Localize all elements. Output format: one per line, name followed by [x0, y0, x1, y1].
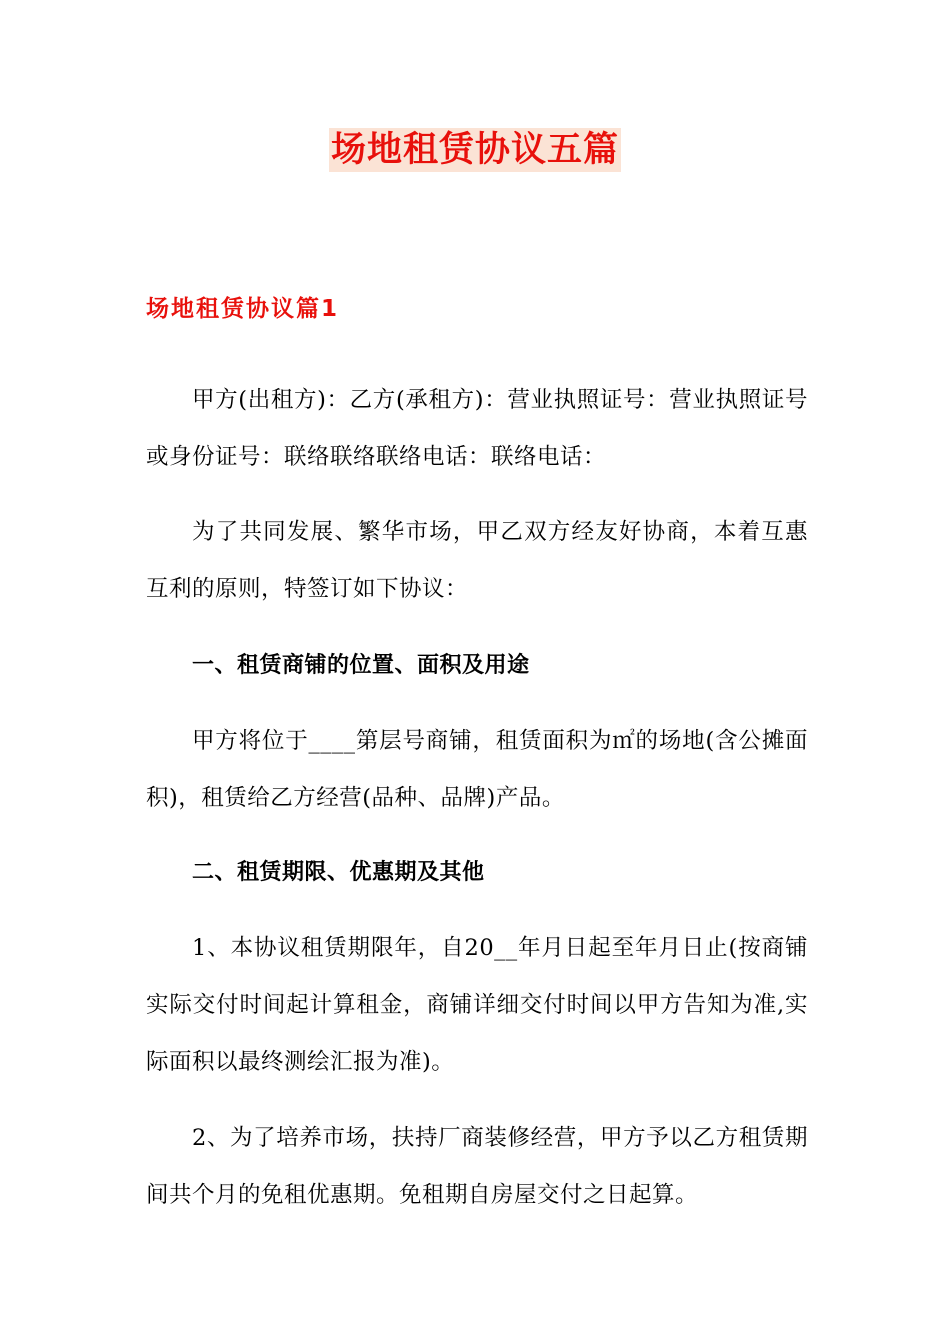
paragraph-intro: 为了共同发展、繁华市场，甲乙双方经友好协商，本着互惠互利的原则，特签订如下协议： [146, 519, 808, 602]
paragraph-location: 甲方将位于____第层号商铺，租赁面积为㎡的场地(含公摊面积)，租赁给乙方经营(品种、品牌)产品。 [146, 728, 808, 811]
title-container [0, 128, 950, 172]
heading-location: 一、租赁商铺的位置、面积及用途 [192, 653, 530, 678]
heading-term: 二、租赁期限、优惠期及其他 [192, 860, 485, 885]
paragraph-term-2: 2、为了培养市场，扶持厂商装修经营，甲方予以乙方租赁期间共个月的免租优惠期。免租期自房屋交付之日起算。 [146, 1125, 808, 1208]
document-title: 场地租赁协议五篇 [330, 130, 619, 170]
section-title: 场地租赁协议篇1 [146, 296, 340, 322]
paragraph-term-1: 1、本协议租赁期限年，自20__年月日起至年月日止(按商铺实际交付时间起计算租金，商铺详细交付时间以甲方告知为准,实际面积以最终测绘汇报为准)。 [146, 935, 808, 1075]
paragraph-parties: 甲方(出租方)：乙方(承租方)：营业执照证号：营业执照证号或身份证号：联络联络联络电话：联络电话： [146, 387, 808, 470]
